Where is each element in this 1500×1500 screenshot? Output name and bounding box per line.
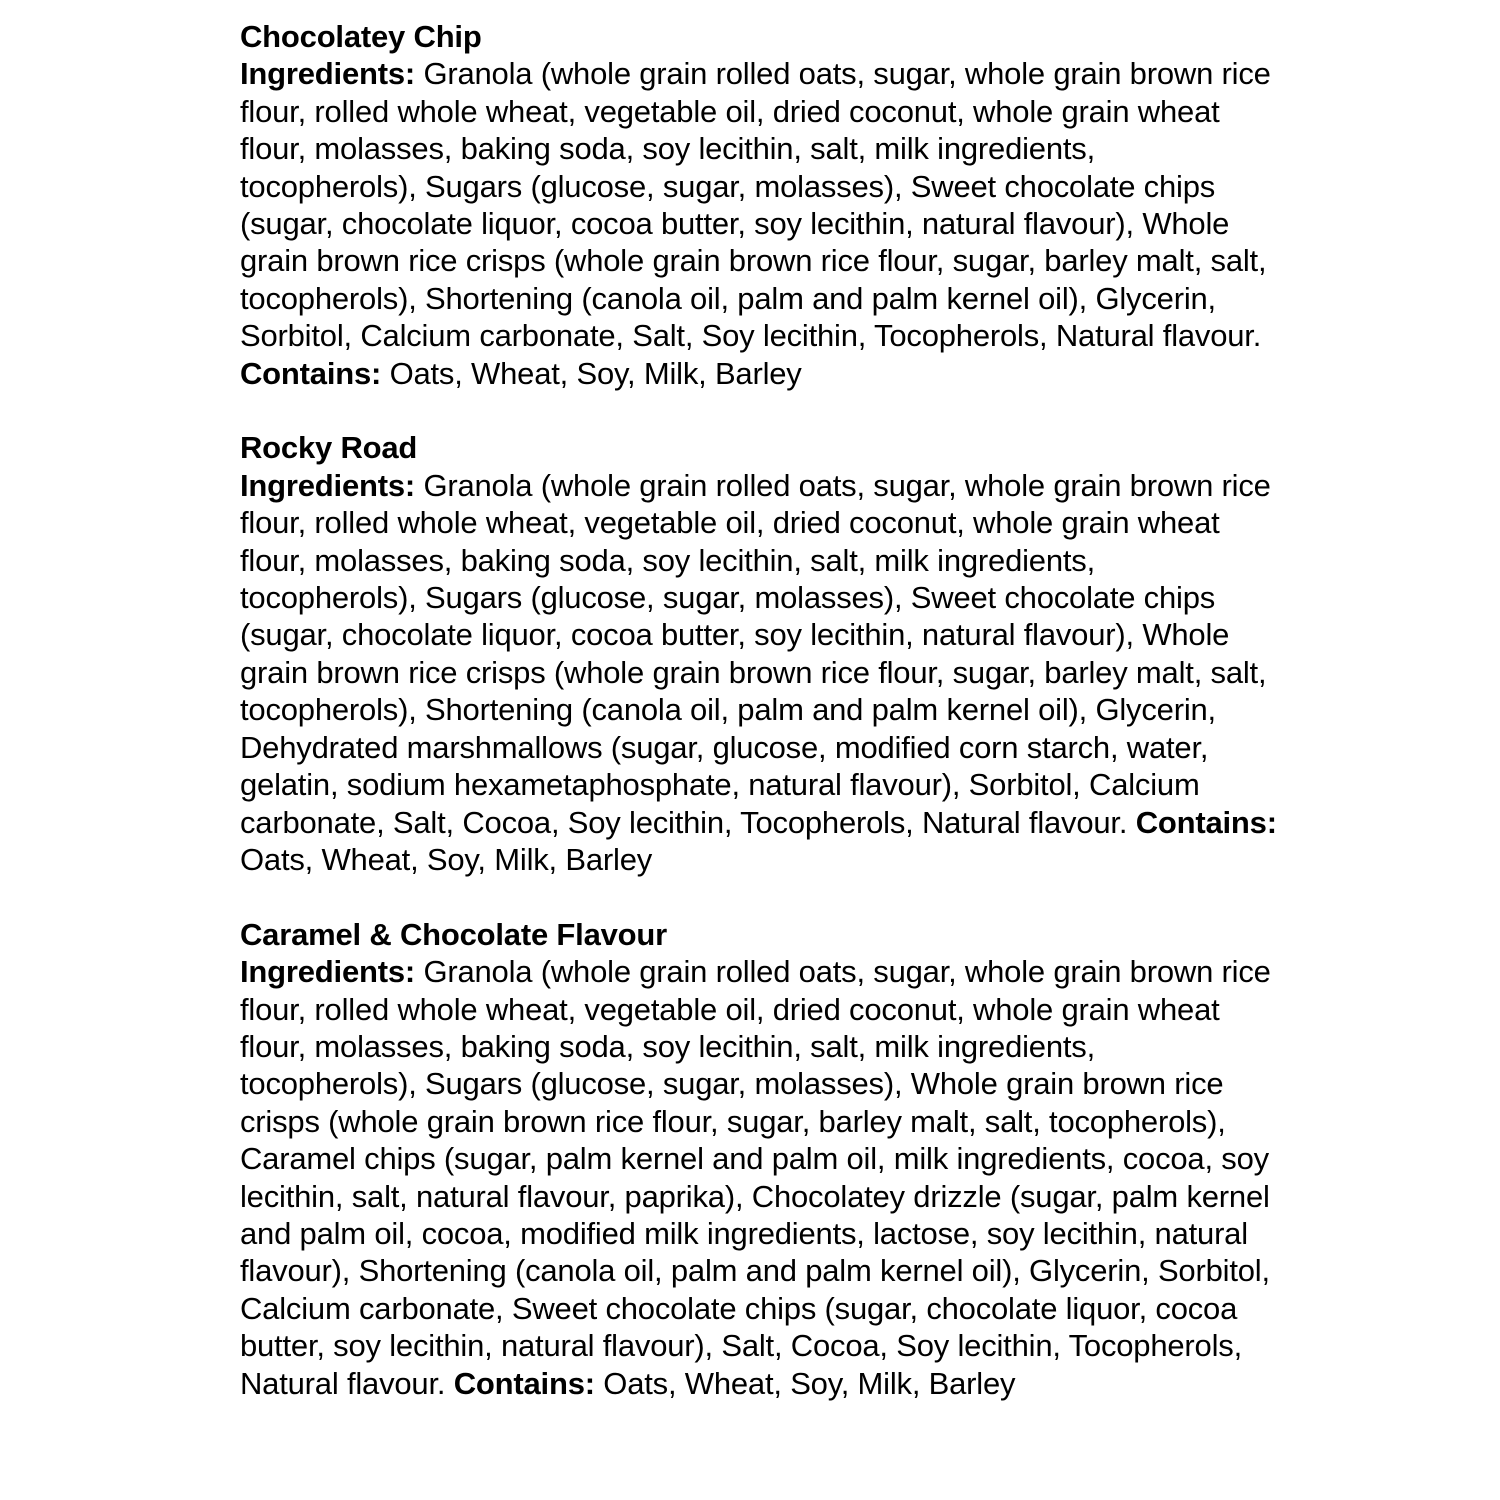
ingredients-document	[240, 18, 1280, 1402]
contains-label: Contains:	[453, 1365, 595, 1401]
ingredients-paragraph	[240, 953, 1280, 1402]
ingredients-label: Ingredients:	[240, 467, 416, 503]
contains-label: Contains:	[240, 355, 382, 391]
section-caramel-chocolate-flavour	[240, 916, 1280, 1402]
ingredients-paragraph	[240, 55, 1280, 392]
section-chocolatey-chip	[240, 18, 1280, 392]
section-title: Rocky Road	[240, 430, 418, 466]
section-title: Chocolatey Chip	[240, 19, 482, 54]
ingredients-text: Granola (whole grain rolled oats, sugar, whole grain brown rice flour, rolled whole wheat, vegetable oil, dried coconut, whole grain wheat flour, molasses, baking soda, soy lecithin, salt, milk ingredients, tocopherols), Sugars (glucose, sugar, molasses), Sweet chocolate chips (sugar, chocolate liquor, cocoa butter, soy lecithin, natural flavour), Whole grain brown rice crisps (whole grain brown rice flour, sugar, barley malt, salt, tocopherols), Shortening (canola oil, palm and palm kernel oil), Glycerin, Sorbitol, Calcium carbonate, Salt, Soy lecithin, Tocopherols, Natural flavour.	[240, 56, 1271, 354]
ingredients-label: Ingredients:	[240, 954, 416, 990]
section-rocky-road	[240, 429, 1280, 878]
ingredients-text: Granola (whole grain rolled oats, sugar, whole grain brown rice flour, rolled whole wheat, vegetable oil, dried coconut, whole grain wheat flour, molasses, baking soda, soy lecithin, salt, milk ingredients, tocopherols), Sugars (glucose, sugar, molasses), Sweet chocolate chips (sugar, chocolate liquor, cocoa butter, soy lecithin, natural flavour), Whole grain brown rice crisps (whole grain brown rice flour, sugar, barley malt, salt, tocopherols), Shortening (canola oil, palm and palm kernel oil), Glycerin, Dehydrated marshmallows (sugar, glucose, modified corn starch, water, gelatin, sodium hexametaphosphate, natural flavour), Sorbitol, Calcium carbonate, Salt, Cocoa, Soy lecithin, Tocopherols, Natural flavour.	[240, 467, 1271, 840]
ingredients-paragraph	[240, 467, 1280, 878]
contains-label: Contains:	[1135, 804, 1277, 840]
section-title: Caramel & Chocolate Flavour	[240, 916, 667, 952]
contains-text: Oats, Wheat, Soy, Milk, Barley	[389, 355, 802, 391]
contains-text: Oats, Wheat, Soy, Milk, Barley	[240, 841, 653, 877]
ingredients-label: Ingredients:	[240, 56, 416, 92]
contains-text: Oats, Wheat, Soy, Milk, Barley	[603, 1365, 1016, 1401]
ingredients-text: Granola (whole grain rolled oats, sugar, whole grain brown rice flour, rolled whole wheat, vegetable oil, dried coconut, whole grain wheat flour, molasses, baking soda, soy lecithin, salt, milk ingredients, tocopherols), Sugars (glucose, sugar, molasses), Whole grain brown rice crisps (whole grain brown rice flour, sugar, barley malt, salt, tocopherols), Caramel chips (sugar, palm kernel and palm oil, milk ingredients, cocoa, soy lecithin, salt, natural flavour, paprika), Chocolatey drizzle (sugar, palm kernel and palm oil, cocoa, modified milk ingredients, lactose, soy lecithin, natural flavour), Shortening (canola oil, palm and palm kernel oil), Glycerin, Sorbitol, Calcium carbonate, Sweet chocolate chips (sugar, chocolate liquor, cocoa butter, soy lecithin, natural flavour), Salt, Cocoa, Soy lecithin, Tocopherols, Natural flavour.	[240, 954, 1271, 1401]
